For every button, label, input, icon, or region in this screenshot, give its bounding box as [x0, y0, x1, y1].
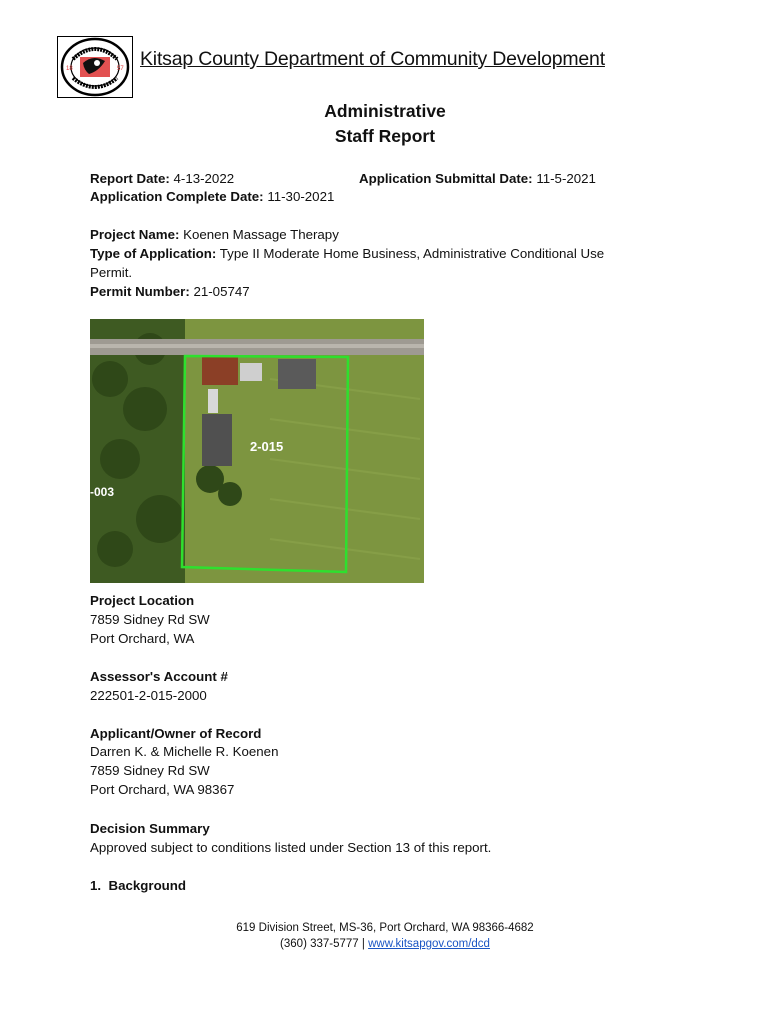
applicant-line3: Port Orchard, WA 98367: [90, 782, 235, 797]
seal-year-right: 57: [117, 66, 124, 72]
department-title: Kitsap County Department of Community Development: [140, 48, 605, 70]
parcel-number-label: 2-015: [250, 439, 284, 454]
complete-date-row: [90, 188, 334, 206]
project-name-label: Project Name:: [90, 227, 180, 242]
neighbor-parcel-label: -003: [90, 485, 115, 499]
seal-year-left: 18: [66, 66, 73, 72]
report-title-line1: Administrative: [324, 101, 446, 121]
project-name-value: Koenen Massage Therapy: [183, 227, 339, 242]
report-date-row: [90, 170, 234, 188]
report-date-label: Report Date:: [90, 171, 170, 186]
project-location-heading: Project Location: [90, 593, 195, 608]
footer-phone: (360) 337-5777 |: [280, 938, 369, 950]
footer-contact: [0, 938, 770, 950]
decision-summary-heading: Decision Summary: [90, 821, 210, 836]
application-type-label: Type of Application:: [90, 246, 217, 261]
project-location-line1: 7859 Sidney Rd SW: [90, 612, 210, 627]
permit-number-value: 21-05747: [193, 284, 250, 299]
footer-website-link[interactable]: www.kitsapgov.com/dcd: [368, 938, 490, 950]
application-type-row: [90, 245, 604, 263]
applicant-heading: Applicant/Owner of Record: [90, 726, 262, 741]
complete-date-label: Application Complete Date:: [90, 189, 264, 204]
application-type-value: Type II Moderate Home Business, Administrative Conditional Use: [219, 246, 605, 261]
assessor-account-value: 222501-2-015-2000: [90, 688, 207, 703]
applicant-line1: Darren K. & Michelle R. Koenen: [90, 744, 279, 759]
application-type-continued: Permit.: [90, 265, 133, 280]
decision-summary-text: Approved subject to conditions listed under Section 13 of this report.: [90, 840, 492, 855]
complete-date-value: 11-30-2021: [267, 189, 335, 204]
submittal-date-row: [359, 170, 596, 188]
report-date-value: 4-13-2022: [173, 171, 235, 186]
assessor-account-heading: Assessor's Account #: [90, 669, 228, 684]
applicant-line2: 7859 Sidney Rd SW: [90, 763, 210, 778]
submittal-date-value: 11-5-2021: [536, 171, 596, 186]
submittal-date-label: Application Submittal Date:: [359, 171, 533, 186]
footer-address: 619 Division Street, MS-36, Port Orchard, WA 98366-4682: [236, 922, 534, 934]
aerial-parcel-map-image: [90, 319, 424, 586]
kitsap-county-seal-logo: [57, 36, 133, 98]
report-title-line2: Staff Report: [334, 126, 436, 146]
background-section-heading: 1. Background: [90, 878, 187, 893]
project-name-row: [90, 226, 339, 244]
permit-number-label: Permit Number:: [90, 284, 190, 299]
project-location-line2: Port Orchard, WA: [90, 631, 195, 646]
permit-number-row: [90, 283, 250, 301]
